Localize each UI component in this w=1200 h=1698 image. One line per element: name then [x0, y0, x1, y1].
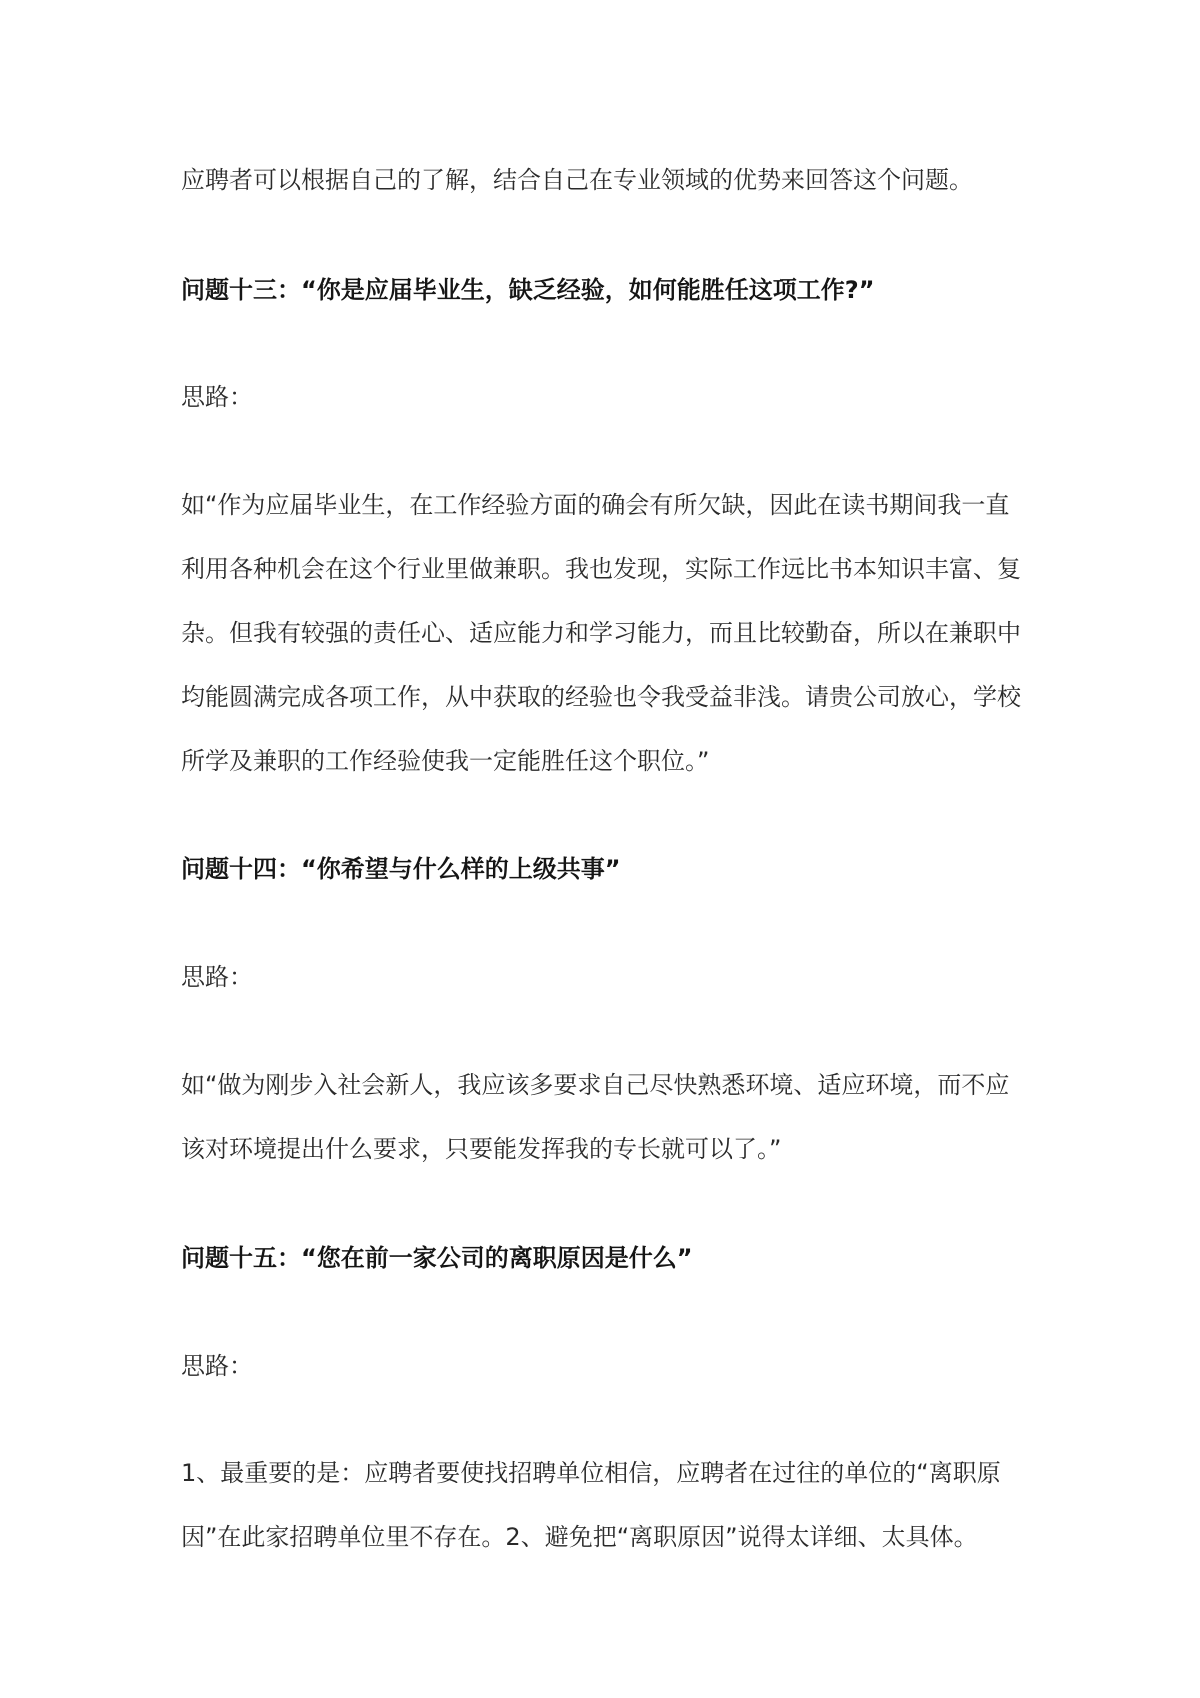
question-15-approach-label: 思路：: [181, 1352, 253, 1380]
answer-line: 如“作为应届毕业生，在工作经验方面的确会有所欠缺，因此在读书期间我一直: [181, 491, 1010, 519]
question-14-heading: 问题十四：“你希望与什么样的上级共事”: [181, 855, 621, 883]
answer-line: 因”在此家招聘单位里不存在。2、避免把“离职原因”说得太详细、太具体。: [181, 1523, 978, 1551]
question-13-approach-label: 思路：: [181, 383, 253, 411]
question-14-answer: [181, 1053, 1031, 1181]
answer-line: 该对环境提出什么要求，只要能发挥我的专长就可以了。”: [181, 1135, 782, 1163]
intro-line: 应聘者可以根据自己的了解，结合自己在专业领域的优势来回答这个问题。: [181, 166, 973, 194]
answer-line: 所学及兼职的工作经验使我一定能胜任这个职位。”: [181, 747, 710, 775]
question-13-heading: 问题十三：“你是应届毕业生，缺乏经验，如何能胜任这项工作?”: [181, 276, 875, 304]
answer-line: 如“做为刚步入社会新人，我应该多要求自己尽快熟悉环境、适应环境，而不应: [181, 1071, 1010, 1099]
answer-line: 均能圆满完成各项工作，从中获取的经验也令我受益非浅。请贵公司放心，学校: [181, 683, 1021, 711]
question-13-answer: [181, 473, 1031, 793]
question-15-heading: 问题十五：“您在前一家公司的离职原因是什么”: [181, 1244, 693, 1272]
intro-paragraph: [181, 148, 1031, 212]
answer-line: 利用各种机会在这个行业里做兼职。我也发现，实际工作远比书本知识丰富、复: [181, 555, 1021, 583]
question-14-approach-label: 思路：: [181, 963, 253, 991]
answer-line: 杂。但我有较强的责任心、适应能力和学习能力，而且比较勤奋，所以在兼职中: [181, 619, 1021, 647]
question-15-answer: [181, 1441, 1031, 1569]
answer-line: 1、最重要的是：应聘者要使找招聘单位相信，应聘者在过往的单位的“离职原: [181, 1459, 1001, 1487]
